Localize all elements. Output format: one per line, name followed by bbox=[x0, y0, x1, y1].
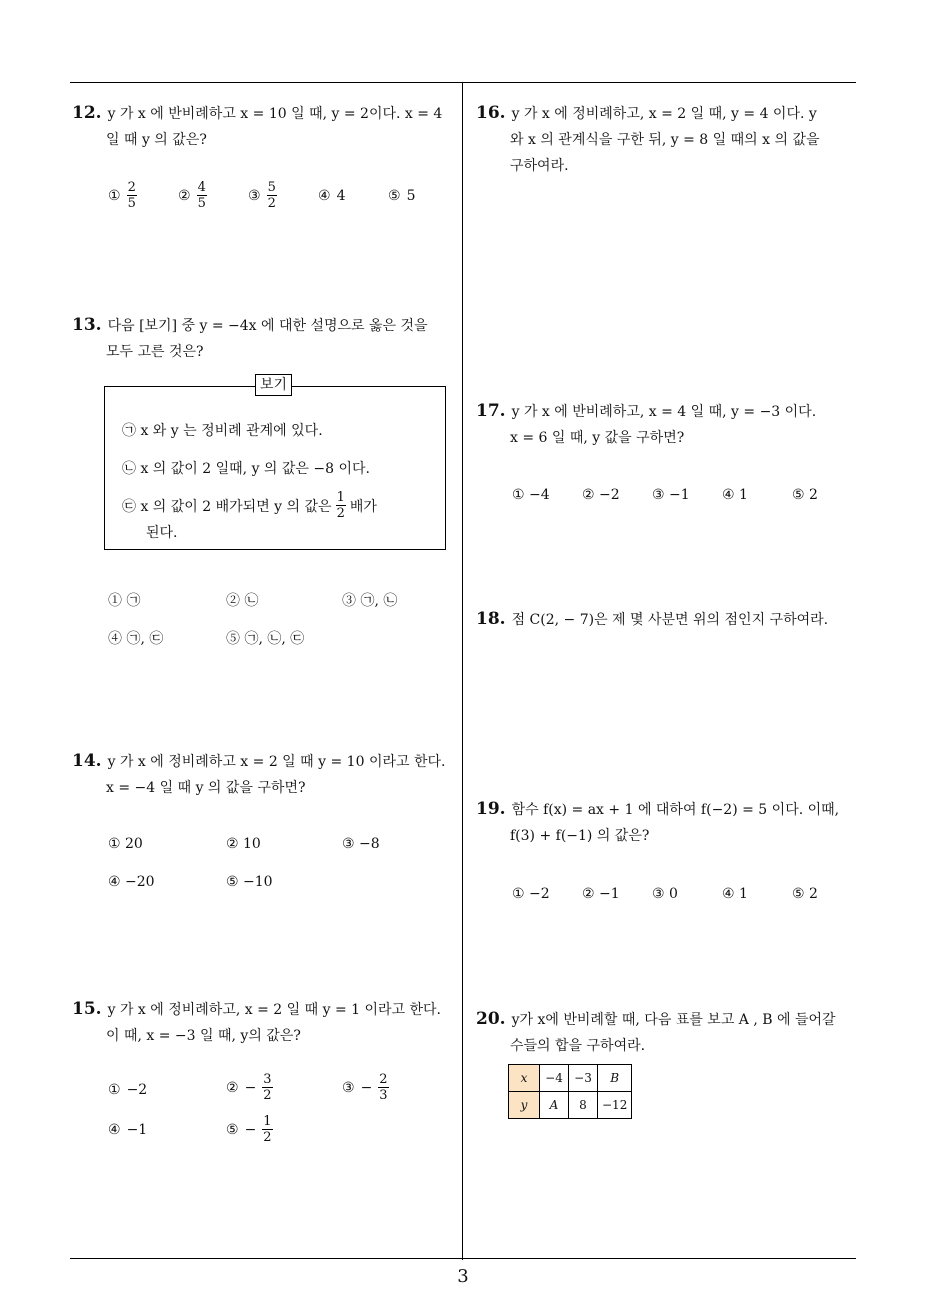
table-cell: A bbox=[540, 1092, 569, 1119]
question-14 bbox=[72, 748, 445, 801]
question-number: 17. bbox=[476, 401, 506, 421]
table-header-cell: x bbox=[509, 1065, 540, 1092]
question-number: 12. bbox=[72, 103, 102, 123]
option-3[interactable]: ③ −1 bbox=[652, 487, 690, 503]
option-1[interactable]: ① ㉠ bbox=[108, 593, 141, 609]
question-text-line1: y 가 x 에 정비례하고 x = 2 일 때 y = 10 이라고 한다. bbox=[107, 754, 446, 770]
option-2[interactable]: ② $\frac{4}{5}$ bbox=[178, 180, 206, 211]
question-text-line2: 와 x 의 관계식을 구한 뒤, y = 8 일 때의 x 의 값을 bbox=[510, 132, 820, 148]
option-3[interactable]: ③ 0 bbox=[652, 886, 678, 902]
option-5[interactable]: ⑤ − $\frac{1}{2}$ bbox=[226, 1114, 272, 1145]
option-2[interactable]: ② 10 bbox=[226, 836, 261, 852]
table-cell: −3 bbox=[569, 1065, 598, 1092]
page-number: 3 bbox=[457, 1266, 469, 1287]
table-cell: −12 bbox=[598, 1092, 632, 1119]
option-4[interactable]: ④ 4 bbox=[318, 188, 346, 204]
option-1[interactable]: ① $\frac{2}{5}$ bbox=[108, 180, 136, 211]
option-5[interactable]: ⑤ ㉠, ㉡, ㉢ bbox=[226, 631, 305, 647]
question-text-line1: 점 C(2, − 7)은 제 몇 사분면 위의 점인지 구하여라. bbox=[511, 612, 829, 628]
question-12 bbox=[72, 100, 442, 153]
table-cell: B bbox=[598, 1065, 632, 1092]
question-19 bbox=[476, 796, 839, 849]
question-text-line1: y 가 x 에 정비례하고, x = 2 일 때, y = 4 이다. y bbox=[511, 106, 817, 122]
bottom-rule bbox=[70, 1258, 856, 1259]
table-row bbox=[509, 1092, 632, 1119]
table-cell: 8 bbox=[569, 1092, 598, 1119]
question-text-line2: 이 때, x = −3 일 때, y의 값은? bbox=[106, 1028, 301, 1044]
top-rule bbox=[70, 82, 856, 83]
question-text-line2: 수들의 합을 구하여라. bbox=[510, 1038, 646, 1054]
question-text-line3: 구하여라. bbox=[510, 158, 569, 174]
question-16 bbox=[476, 100, 820, 179]
option-3[interactable]: ③ ㉠, ㉡ bbox=[342, 593, 398, 609]
question-text-line2: 모두 고른 것은? bbox=[106, 344, 204, 360]
option-5[interactable]: ⑤ 5 bbox=[388, 188, 416, 204]
bogi-title: 보기 bbox=[255, 374, 292, 396]
question-15 bbox=[72, 996, 441, 1049]
bogi-item-2: ㉡ x 의 값이 2 일때, y 의 값은 −8 이다. bbox=[122, 461, 370, 477]
option-2[interactable]: ② ㉡ bbox=[226, 593, 259, 609]
question-number: 15. bbox=[72, 999, 102, 1019]
option-3[interactable]: ③ $\frac{5}{2}$ bbox=[248, 180, 276, 211]
option-1[interactable]: ① −2 bbox=[512, 886, 550, 902]
option-2[interactable]: ② −1 bbox=[582, 886, 620, 902]
table-cell: −4 bbox=[540, 1065, 569, 1092]
question-text-line1: y 가 x 에 반비례하고, x = 4 일 때, y = −3 이다. bbox=[511, 404, 817, 420]
question-text-line1: y가 x에 반비례할 때, 다음 표를 보고 A , B 에 들어갈 bbox=[511, 1012, 836, 1028]
table-row bbox=[509, 1065, 632, 1092]
option-1[interactable]: ① 20 bbox=[108, 836, 143, 852]
question-text-line2: 일 때 y 의 값은? bbox=[106, 132, 207, 148]
question-number: 14. bbox=[72, 751, 102, 771]
column-divider bbox=[462, 82, 463, 1260]
option-2[interactable]: ② − $\frac{3}{2}$ bbox=[226, 1072, 272, 1103]
option-1[interactable]: ① −2 bbox=[108, 1082, 148, 1098]
bogi-item-1: ㉠ x 와 y 는 정비례 관계에 있다. bbox=[122, 423, 323, 439]
option-4[interactable]: ④ −20 bbox=[108, 874, 155, 890]
option-4[interactable]: ④ ㉠, ㉢ bbox=[108, 631, 164, 647]
table-header-cell: y bbox=[509, 1092, 540, 1119]
option-4[interactable]: ④ 1 bbox=[722, 886, 748, 902]
value-table bbox=[508, 1064, 632, 1119]
option-5[interactable]: ⑤ 2 bbox=[792, 886, 818, 902]
question-13 bbox=[72, 312, 428, 365]
question-18 bbox=[476, 606, 828, 633]
option-4[interactable]: ④ −1 bbox=[108, 1122, 148, 1138]
question-number: 13. bbox=[72, 315, 102, 335]
question-text-line1: 함수 f(x) = ax + 1 에 대하여 f(−2) = 5 이다. 이때, bbox=[511, 802, 840, 818]
question-text-line2: f(3) + f(−1) 의 값은? bbox=[510, 828, 650, 844]
question-20 bbox=[476, 1006, 836, 1059]
option-4[interactable]: ④ 1 bbox=[722, 487, 748, 503]
question-text-line1: y 가 x 에 반비례하고 x = 10 일 때, y = 2이다. x = 4 bbox=[107, 106, 443, 122]
option-5[interactable]: ⑤ 2 bbox=[792, 487, 818, 503]
option-3[interactable]: ③ −8 bbox=[342, 836, 380, 852]
question-number: 20. bbox=[476, 1009, 506, 1029]
bogi-item-3: ㉢ x 의 값이 2 배가되면 y 의 값은 $\frac{1}{2}$ 배가 bbox=[122, 490, 377, 521]
question-number: 16. bbox=[476, 103, 506, 123]
bogi-item-3-line2: 된다. bbox=[146, 525, 178, 541]
question-text-line2: x = 6 일 때, y 값을 구하면? bbox=[510, 430, 685, 446]
question-17 bbox=[476, 398, 816, 451]
question-text-line1: 다음 [보기] 중 y = −4x 에 대한 설명으로 옳은 것을 bbox=[107, 318, 428, 334]
option-1[interactable]: ① −4 bbox=[512, 487, 550, 503]
question-text-line2: x = −4 일 때 y 의 값을 구하면? bbox=[106, 780, 306, 796]
option-2[interactable]: ② −2 bbox=[582, 487, 620, 503]
option-5[interactable]: ⑤ −10 bbox=[226, 874, 273, 890]
option-3[interactable]: ③ − $\frac{2}{3}$ bbox=[342, 1072, 388, 1103]
question-number: 18. bbox=[476, 609, 506, 629]
question-number: 19. bbox=[476, 799, 506, 819]
question-text-line1: y 가 x 에 정비례하고, x = 2 일 때 y = 1 이라고 한다. bbox=[107, 1002, 442, 1018]
